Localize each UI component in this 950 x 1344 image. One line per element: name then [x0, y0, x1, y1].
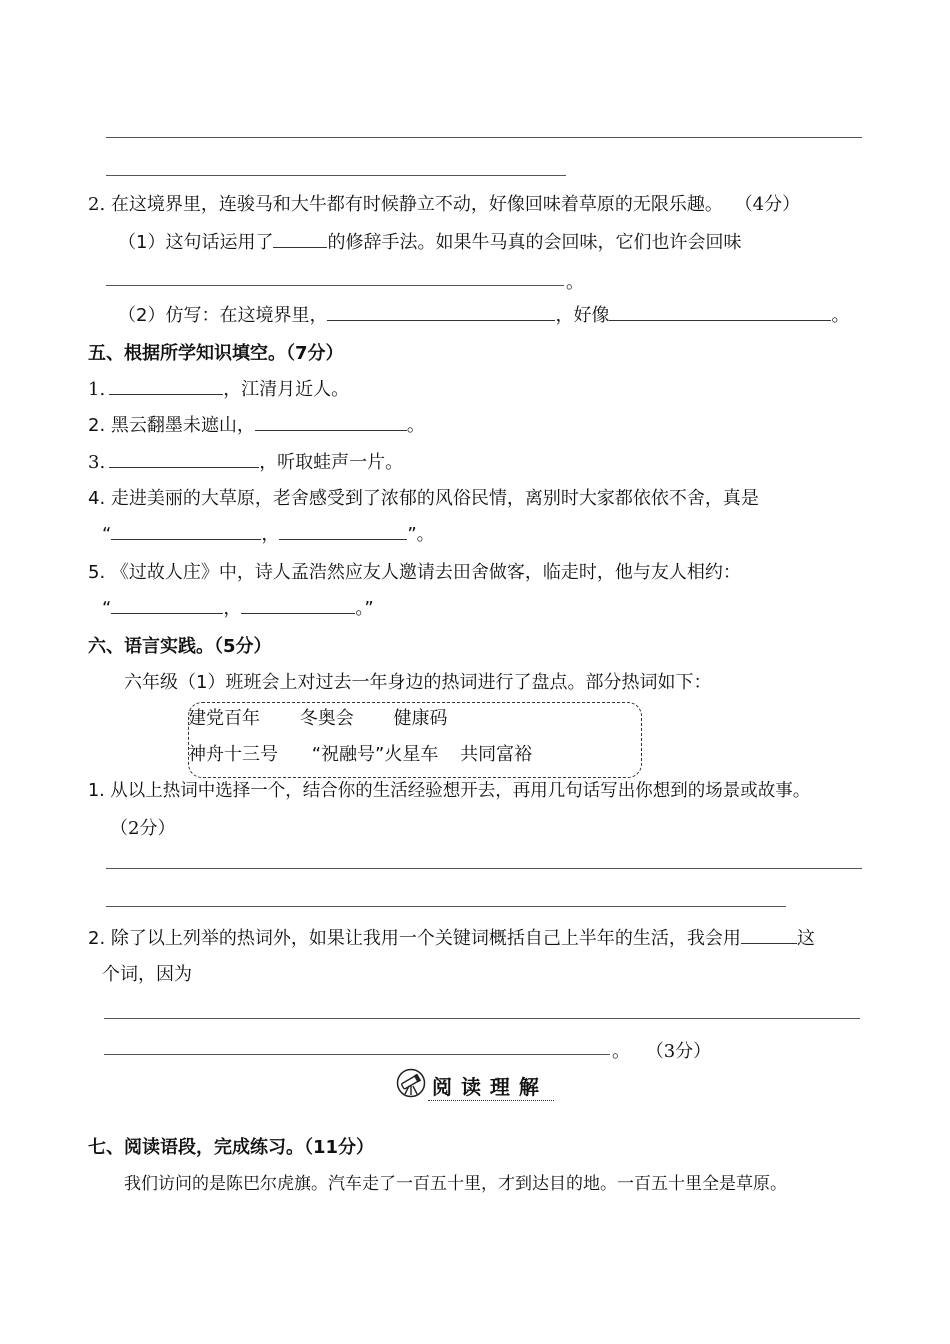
q6-item2-line2: 个词，因为 [102, 964, 192, 985]
q5-item5-close: 。” [355, 598, 374, 619]
answer-line[interactable] [106, 175, 566, 176]
q4-item2-score: （4分） [734, 194, 801, 215]
hot-word: 健康码 [393, 708, 448, 729]
answer-line[interactable] [104, 1018, 860, 1019]
hot-word: “祝融号”火星车 [311, 744, 439, 765]
q5-item5-open: “ [102, 598, 112, 619]
q5-item2-text: 2. 黑云翻墨未遮山， [88, 415, 255, 436]
q5-item5: 5. 《过故人庄》中，诗人孟浩然应友人邀请去田舍做客，临走时，他与友人相约： [88, 562, 741, 583]
q5-item4: 4. 走进美丽的大草原，老舍感受到了浓郁的风俗民情，离别时大家都依依不舍，真是 [88, 488, 759, 509]
q5-item1 [88, 375, 349, 401]
answer-line[interactable] [104, 1054, 610, 1055]
q4-sub1-suffix: 的修辞手法。如果牛马真的会回味，它们也许会回味 [327, 232, 742, 253]
q6-item2-suffix: 这 [796, 928, 815, 949]
q6-item2-end: 。 [612, 1041, 630, 1062]
q5-item1-text: ，江清月近人。 [223, 379, 350, 400]
answer-line[interactable] [106, 906, 786, 907]
q4-item2-text: 2. 在这境界里，连骏马和大牛都有时候静立不动，好像回味着草原的无限乐趣。 [88, 194, 723, 215]
idiom-blank-1[interactable] [111, 523, 261, 540]
hot-word: 冬奥会 [299, 708, 354, 729]
q5-item5-comma: ， [223, 598, 242, 619]
rhetoric-blank[interactable] [273, 231, 327, 248]
q5-item4-answer [102, 520, 435, 546]
q6-intro: 六年级（1）班班会上对过去一年身边的热词进行了盘点。部分热词如下： [124, 672, 712, 693]
banner-underline [428, 1100, 554, 1101]
poem-blank-4[interactable] [111, 597, 223, 614]
poem-blank-1[interactable] [109, 378, 223, 395]
poem-blank-3[interactable] [109, 451, 259, 468]
q5-item2-end: 。 [406, 415, 425, 436]
q4-sub2-prefix: （2）仿写：在这境界里， [118, 305, 328, 326]
q6-item2-score: （3分） [645, 1041, 712, 1062]
q5-item3 [88, 448, 403, 474]
q5-item2 [88, 411, 425, 437]
q6-item1: 1. 从以上热词中选择一个，结合你的生活经验想开去，再用几句话写出你想到的场景或故事。 [88, 781, 811, 801]
q6-title: 六、语言实践。（5分） [88, 636, 272, 657]
q6-item2-text: 2. 除了以上列举的热词外，如果让我用一个关键词概括自己上半年的生活，我会用 [88, 928, 741, 949]
q5-item5-answer [102, 594, 374, 620]
q4-sub2-end: 。 [831, 305, 850, 326]
q5-item1-num: 1. [88, 379, 106, 400]
q5-item4-close: ”。 [407, 524, 435, 545]
q6-item2 [88, 924, 815, 950]
q5-title: 五、根据所学知识填空。（7分） [88, 343, 344, 364]
q5-item4-open: “ [102, 524, 112, 545]
keyword-blank[interactable] [741, 927, 797, 944]
q4-sub2-mid: ，好像 [555, 305, 610, 326]
q4-sub1-prefix: （1）这句话运用了 [118, 232, 274, 253]
q4-item2-sub1 [118, 228, 741, 254]
reading-banner-title: 阅 读 理 解 [432, 1075, 540, 1099]
hot-word: 神舟十三号 [188, 744, 278, 765]
telescope-icon [396, 1068, 426, 1098]
q5-item3-text: ，听取蛙声一片。 [259, 452, 404, 473]
hot-word: 共同富裕 [460, 744, 533, 765]
poem-blank-2[interactable] [255, 414, 407, 431]
q7-passage-line1: 我们访问的是陈巴尔虎旗。汽车走了一百五十里，才到达目的地。一百五十里全是草原。 [124, 1174, 787, 1194]
q7-title: 七、阅读语段，完成练习。（11分） [88, 1137, 375, 1158]
hot-words-row-2 [188, 740, 532, 766]
answer-line[interactable] [106, 868, 862, 869]
q6-item2-tail [612, 1037, 711, 1063]
hot-words-row-1 [188, 704, 447, 730]
answer-line[interactable] [106, 285, 564, 286]
idiom-blank-2[interactable] [279, 523, 407, 540]
imitation-blank-1[interactable] [327, 304, 555, 321]
q4-item2-sub2 [118, 301, 849, 327]
imitation-blank-2[interactable] [609, 304, 831, 321]
q4-item2 [88, 190, 800, 216]
q4-sub1-end: 。 [566, 272, 584, 293]
q6-item1-score: （2分） [110, 818, 176, 839]
answer-line[interactable] [106, 137, 862, 138]
q5-item3-num: 3. [88, 452, 106, 473]
poem-blank-5[interactable] [241, 597, 355, 614]
q5-item4-comma: ， [261, 524, 280, 545]
hot-word: 建党百年 [188, 708, 260, 729]
